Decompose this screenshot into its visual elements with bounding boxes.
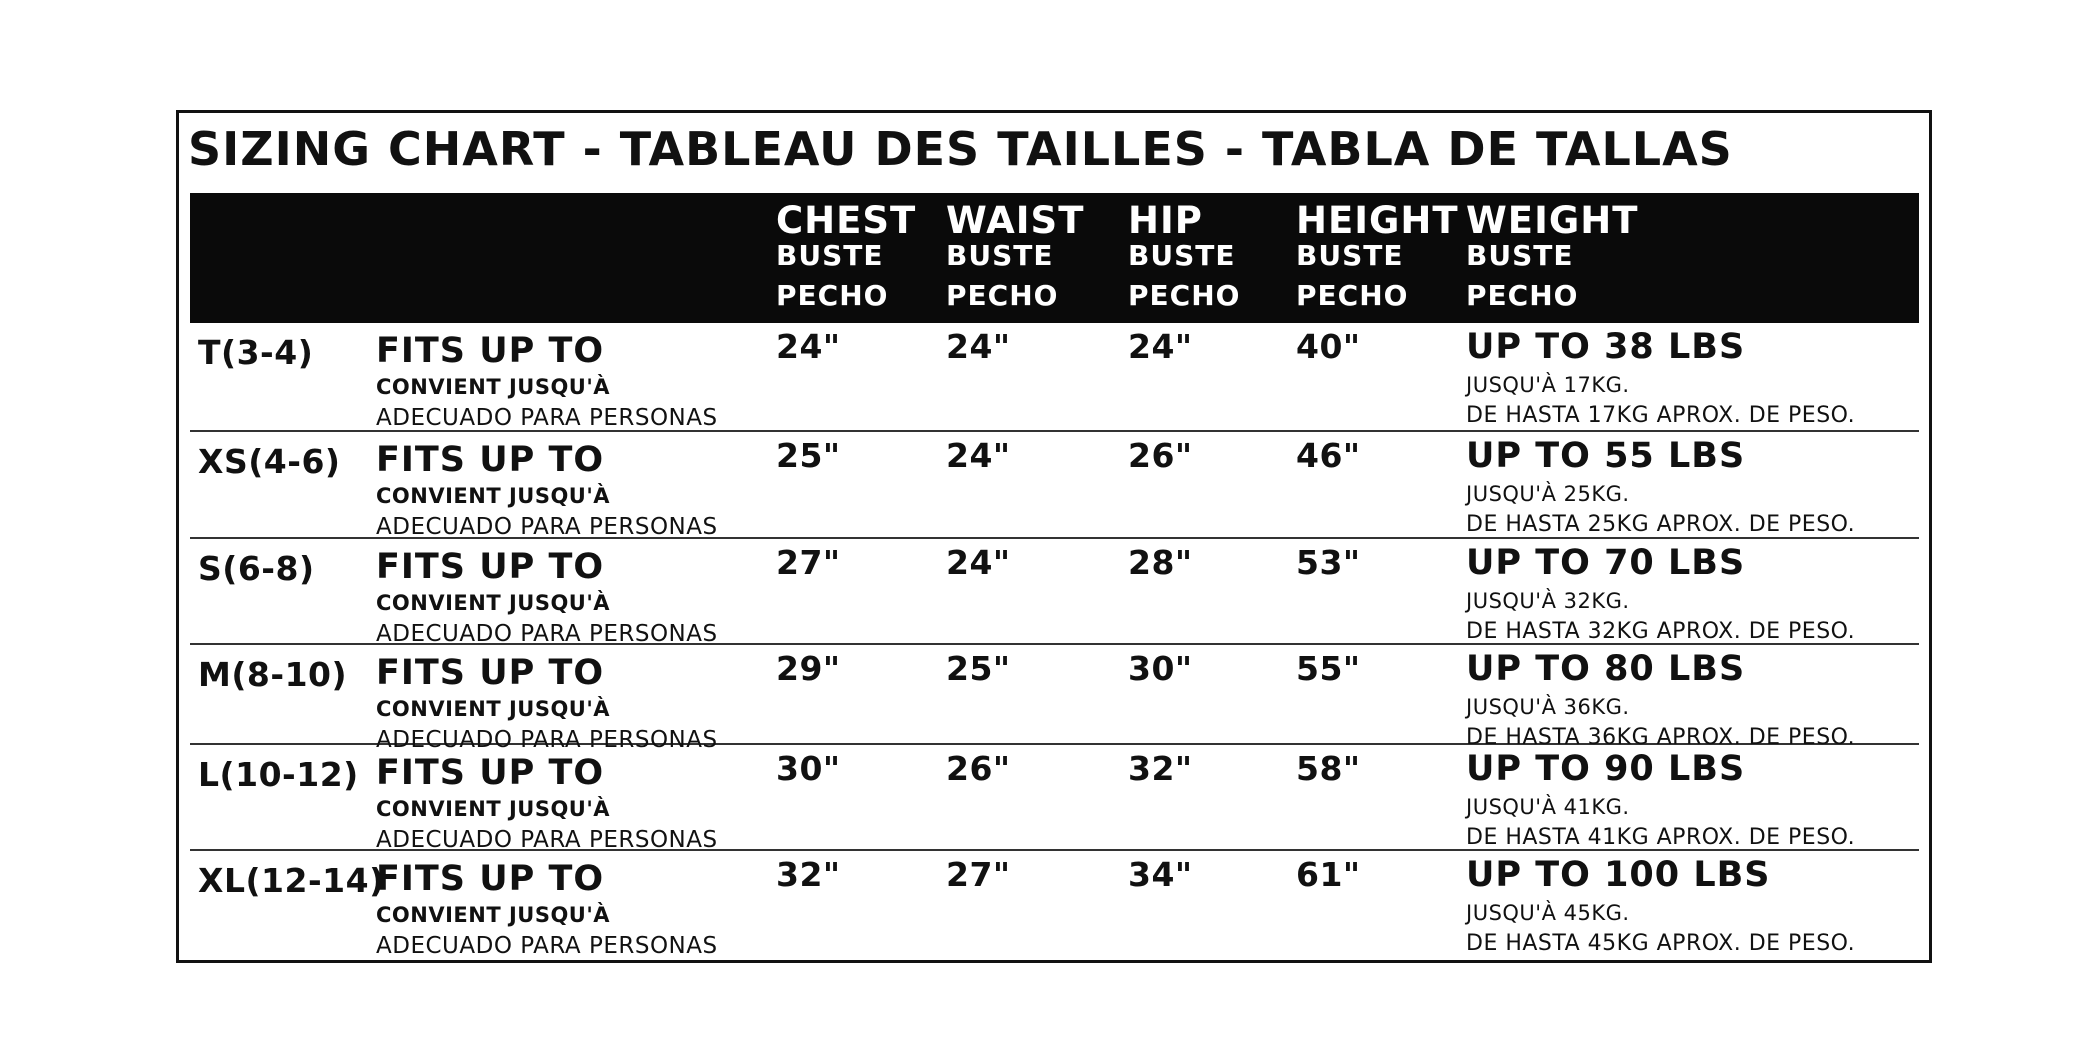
header-label-en: WAIST <box>946 199 1085 242</box>
height-value: 40" <box>1296 327 1361 366</box>
fits-label-fr: CONVIENT JUSQU'À <box>376 484 611 508</box>
fits-label-fr: CONVIENT JUSQU'À <box>376 697 611 721</box>
size-label: T(3-4) <box>198 333 314 372</box>
weight-value-en: UP TO 70 LBS <box>1466 543 1746 583</box>
fits-label-en: FITS UP TO <box>376 753 605 793</box>
waist-value: 25" <box>946 649 1011 688</box>
table-row <box>190 323 1919 432</box>
waist-value: 26" <box>946 749 1011 788</box>
chest-value: 24" <box>776 327 841 366</box>
hip-value: 26" <box>1128 436 1193 475</box>
fits-label-en: FITS UP TO <box>376 440 605 480</box>
height-value: 61" <box>1296 855 1361 894</box>
fits-label-fr: CONVIENT JUSQU'À <box>376 375 611 399</box>
height-value: 55" <box>1296 649 1361 688</box>
fits-label-fr: CONVIENT JUSQU'À <box>376 591 611 615</box>
header-label-es: PECHO <box>1466 279 1579 312</box>
waist-value: 24" <box>946 327 1011 366</box>
fits-label-en: FITS UP TO <box>376 331 605 371</box>
hip-value: 28" <box>1128 543 1193 582</box>
size-label: S(6-8) <box>198 549 315 588</box>
table-row <box>190 432 1919 539</box>
weight-value-es: DE HASTA 36KG APROX. DE PESO. <box>1466 725 1856 750</box>
weight-value-es: DE HASTA 17KG APROX. DE PESO. <box>1466 403 1856 428</box>
chest-value: 29" <box>776 649 841 688</box>
header-label-fr: BUSTE <box>776 239 884 272</box>
header-label-es: PECHO <box>776 279 889 312</box>
fits-label-en: FITS UP TO <box>376 653 605 693</box>
header-label-en: CHEST <box>776 199 917 242</box>
weight-value-fr: JUSQU'À 32KG. <box>1466 589 1630 613</box>
weight-value-en: UP TO 55 LBS <box>1466 436 1746 476</box>
fits-label-es: ADECUADO PARA PERSONAS <box>376 621 718 647</box>
table-row <box>190 539 1919 645</box>
weight-value-fr: JUSQU'À 25KG. <box>1466 482 1630 506</box>
weight-value-en: UP TO 38 LBS <box>1466 327 1746 367</box>
chest-value: 32" <box>776 855 841 894</box>
fits-label-es: ADECUADO PARA PERSONAS <box>376 405 718 431</box>
chart-title: SIZING CHART - TABLEAU DES TAILLES - TABLA DE TALLAS <box>188 122 1733 176</box>
hip-value: 24" <box>1128 327 1193 366</box>
fits-label-es: ADECUADO PARA PERSONAS <box>376 827 718 853</box>
hip-value: 32" <box>1128 749 1193 788</box>
height-value: 46" <box>1296 436 1361 475</box>
header-label-en: WEIGHT <box>1466 199 1639 242</box>
table-row <box>190 645 1919 753</box>
weight-value-en: UP TO 90 LBS <box>1466 749 1746 789</box>
size-label: M(8-10) <box>198 655 348 694</box>
size-label: L(10-12) <box>198 755 359 794</box>
header-label-en: HEIGHT <box>1296 199 1459 242</box>
weight-value-fr: JUSQU'À 17KG. <box>1466 373 1630 397</box>
weight-value-fr: JUSQU'À 45KG. <box>1466 901 1630 925</box>
weight-value-es: DE HASTA 41KG APROX. DE PESO. <box>1466 825 1856 850</box>
header-label-en: HIP <box>1128 199 1203 242</box>
header-label-es: PECHO <box>1296 279 1409 312</box>
chest-value: 25" <box>776 436 841 475</box>
header-label-fr: BUSTE <box>1296 239 1404 272</box>
weight-value-es: DE HASTA 45KG APROX. DE PESO. <box>1466 931 1856 956</box>
header-label-es: PECHO <box>1128 279 1241 312</box>
table-row <box>190 851 1919 959</box>
table-row <box>190 745 1919 851</box>
chest-value: 30" <box>776 749 841 788</box>
waist-value: 24" <box>946 543 1011 582</box>
fits-label-fr: CONVIENT JUSQU'À <box>376 903 611 927</box>
fits-label-en: FITS UP TO <box>376 859 605 899</box>
weight-value-en: UP TO 100 LBS <box>1466 855 1771 895</box>
header-label-fr: BUSTE <box>946 239 1054 272</box>
weight-value-es: DE HASTA 25KG APROX. DE PESO. <box>1466 512 1856 537</box>
header-label-fr: BUSTE <box>1466 239 1574 272</box>
fits-label-es: ADECUADO PARA PERSONAS <box>376 933 718 959</box>
size-label: XS(4-6) <box>198 442 341 481</box>
size-label: XL(12-14) <box>198 861 385 900</box>
fits-label-fr: CONVIENT JUSQU'À <box>376 797 611 821</box>
waist-value: 27" <box>946 855 1011 894</box>
fits-label-en: FITS UP TO <box>376 547 605 587</box>
chest-value: 27" <box>776 543 841 582</box>
weight-value-en: UP TO 80 LBS <box>1466 649 1746 689</box>
hip-value: 30" <box>1128 649 1193 688</box>
header-label-es: PECHO <box>946 279 1059 312</box>
header-label-fr: BUSTE <box>1128 239 1236 272</box>
hip-value: 34" <box>1128 855 1193 894</box>
fits-label-es: ADECUADO PARA PERSONAS <box>376 727 718 753</box>
fits-label-es: ADECUADO PARA PERSONAS <box>376 514 718 540</box>
waist-value: 24" <box>946 436 1011 475</box>
weight-value-fr: JUSQU'À 41KG. <box>1466 795 1630 819</box>
height-value: 53" <box>1296 543 1361 582</box>
height-value: 58" <box>1296 749 1361 788</box>
header-bar <box>190 193 1919 323</box>
weight-value-es: DE HASTA 32KG APROX. DE PESO. <box>1466 619 1856 644</box>
weight-value-fr: JUSQU'À 36KG. <box>1466 695 1630 719</box>
